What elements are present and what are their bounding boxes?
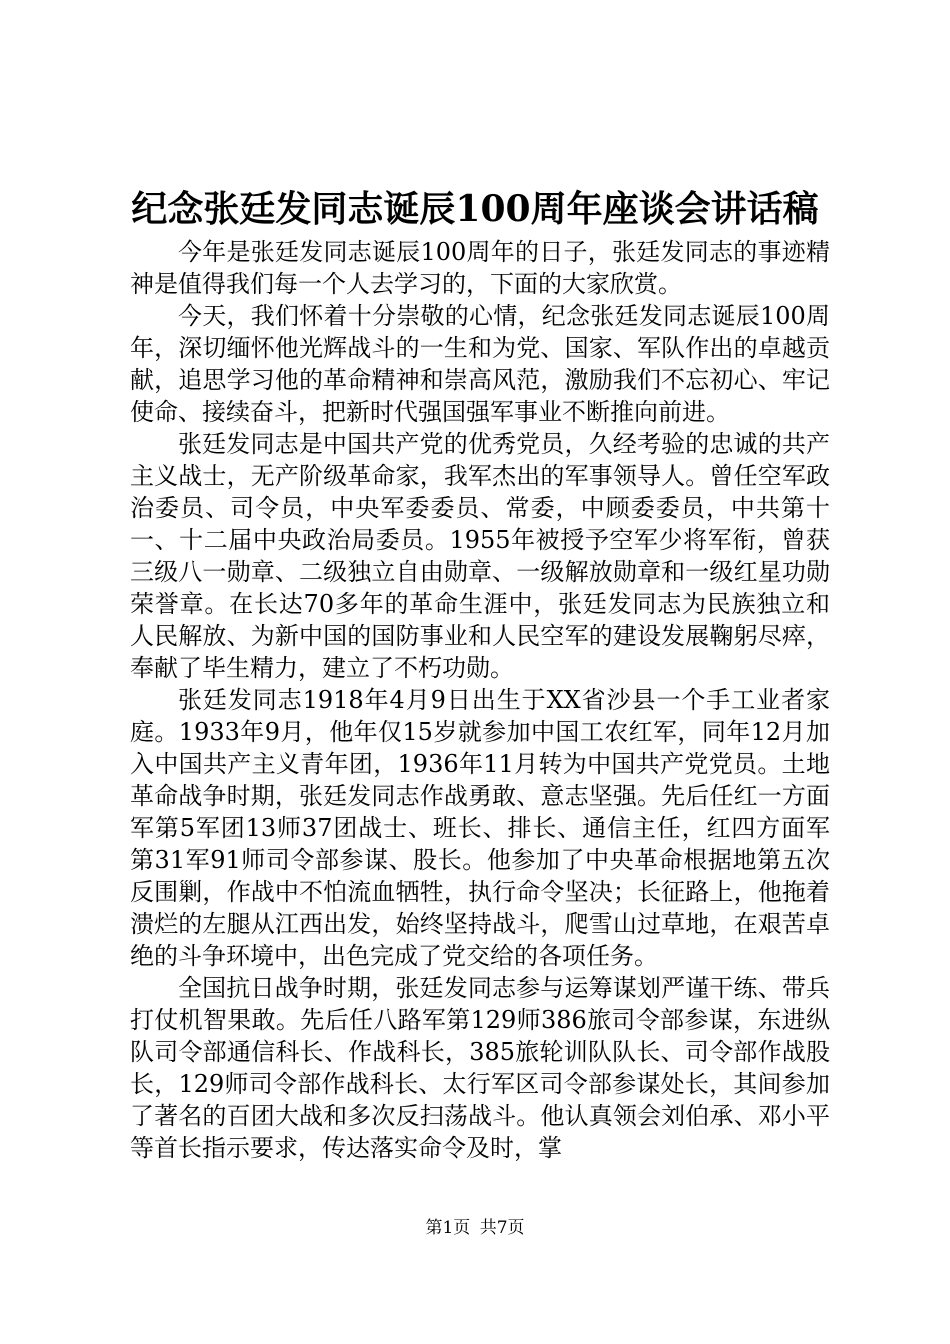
document-title: 纪念张廷发同志诞辰100周年座谈会讲话稿 xyxy=(131,188,819,230)
page-total: 共7页 xyxy=(479,1218,525,1238)
document-body xyxy=(130,236,830,1164)
paragraph: 今年是张廷发同志诞辰100周年的日子，张廷发同志的事迹精神是值得我们每一个人去学习的，下面的大家欣赏。 xyxy=(130,238,830,298)
paragraph: 张廷发同志1918年4月9日出生于XX省沙县一个手工业者家庭。1933年9月，他年仅15岁就参加中国工农红军，同年12月加入中国共产主义青年团，1936年11月转为中国共产党党员。土地革命战争时期，张廷发同志作战勇敢、意志坚强。先后任红一方面军第5军团13师37团战士、班长、排长、通信主任，红四方面军第31军91师司令部参谋、股长。他参加了中央革命根据地第五次反围剿，作战中不怕流血牺牲，执行命令坚决；长征路上，他拖着溃烂的左腿从江西出发，始终坚持战斗，爬雪山过草地，在艰苦卓绝的斗争环境中，出色完成了党交给的各项任务。 xyxy=(130,686,830,970)
paragraph: 张廷发同志是中国共产党的优秀党员，久经考验的忠诚的共产主义战士，无产阶级革命家，我军杰出的军事领导人。曾任空军政治委员、司令员，中央军委委员、常委，中顾委委员，中共第十一、十二届中央政治局委员。1955年被授予空军少将军衔，曾获三级八一勋章、二级独立自由勋章、一级解放勋章和一级红星功勋荣誉章。在长达70多年的革命生涯中，张廷发同志为民族独立和人民解放、为新中国的国防事业和人民空军的建设发展鞠躬尽瘁，奉献了毕生精力，建立了不朽功勋。 xyxy=(130,430,830,682)
paragraph: 今天，我们怀着十分崇敬的心情，纪念张廷发同志诞辰100周年，深切缅怀他光辉战斗的一生和为党、国家、军队作出的卓越贡献，追思学习他的革命精神和崇高风范，激励我们不忘初心、牢记使命、接续奋斗，把新时代强国强军事业不断推向前进。 xyxy=(130,302,830,426)
page-footer xyxy=(0,1216,950,1240)
paragraph: 全国抗日战争时期，张廷发同志参与运筹谋划严谨干练、带兵打仗机智果敢。先后任八路军第129师386旅司令部参谋，东进纵队司令部通信科长、作战科长，385旅轮训队队长、司令部作战股长，129师司令部作战科长、太行军区司令部参谋处长，其间参加了著名的百团大战和多次反扫荡战斗。他认真领会刘伯承、邓小平等首长指示要求，传达落实命令及时，掌 xyxy=(130,974,830,1162)
page-number: 第1页 xyxy=(425,1218,471,1238)
